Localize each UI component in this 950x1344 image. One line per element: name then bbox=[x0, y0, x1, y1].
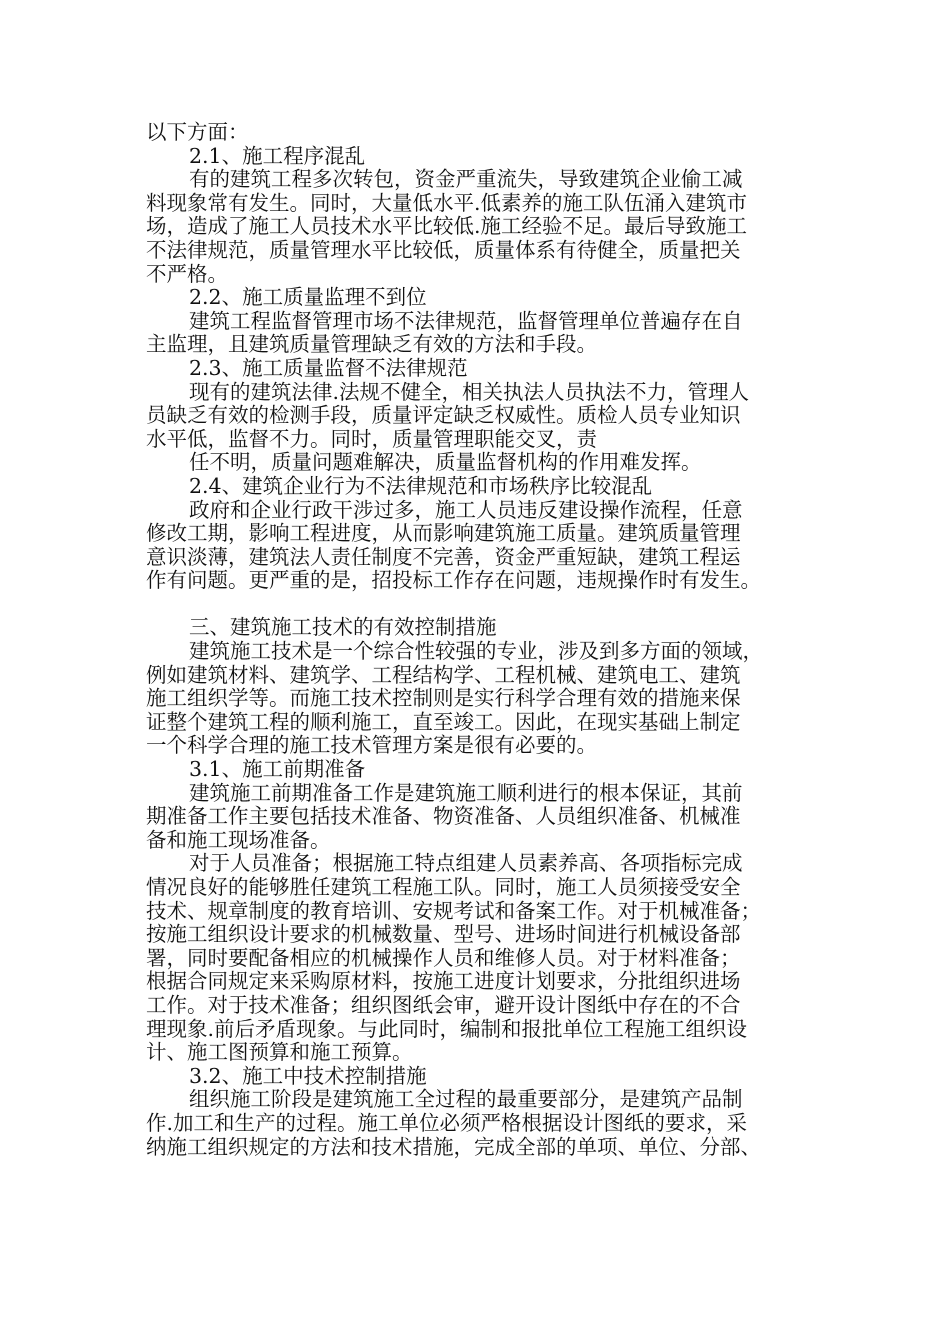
text-line: 纳施工组织规定的方法和技术措施，完成全部的单项、单位、分部、 bbox=[146, 1134, 761, 1159]
text-line: 署，同时要配备相应的机械操作人员和维修人员。对于材料准备； bbox=[146, 945, 741, 970]
blank-line bbox=[146, 593, 806, 617]
text-line: 计、施工图预算和施工预算。 bbox=[146, 1040, 413, 1065]
text-line: 建筑施工技术是一个综合性较强的专业，涉及到多方面的领域， bbox=[189, 639, 763, 664]
text-line: 建筑施工前期准备工作是建筑施工顺利进行的根本保证，其前 bbox=[189, 780, 743, 805]
text-line: 不法律规范，质量管理水平比较低，质量体系有待健全，质量把关 bbox=[146, 237, 741, 262]
text-line: 3.2、施工中技术控制措施 bbox=[189, 1063, 427, 1088]
text-line: 水平低，监督不力。同时，质量管理职能交叉，责 bbox=[146, 426, 597, 451]
text-line: 按施工组织设计要求的机械数量、型号、进场时间进行机械设备部 bbox=[146, 922, 741, 947]
text-line: 技术、规章制度的教育培训、安规考试和备案工作。对于机械准备； bbox=[146, 898, 761, 923]
text-line: 2.3、施工质量监督不法律规范 bbox=[189, 355, 468, 380]
text-line: 以下方面： bbox=[146, 120, 249, 144]
text-line: 对于人员准备；根据施工特点组建人员素养高、各项指标完成 bbox=[189, 851, 743, 876]
text-line: 政府和企业行政干涉过多，施工人员违反建设操作流程，任意 bbox=[189, 497, 743, 522]
text-line: 现有的建筑法律.法规不健全，相关执法人员执法不力，管理人 bbox=[189, 379, 750, 404]
text-line: 任不明，质量问题难解决，质量监督机构的作用难发挥。 bbox=[189, 450, 702, 475]
text-line: 2.2、施工质量监理不到位 bbox=[189, 285, 427, 310]
text-line: 场，造成了施工人员技术水平比较低.施工经验不足。最后导致施工 bbox=[146, 214, 748, 239]
text-line: 期准备工作主要包括技术准备、物资准备、人员组织准备、机械准 bbox=[146, 804, 741, 829]
text-line: 料现象常有发生。同时，大量低水平.低素养的施工队伍涌入建筑市 bbox=[146, 190, 748, 215]
text-line: 施工组织学等。而施工技术控制则是实行科学合理有效的措施来保 bbox=[146, 686, 741, 711]
text-line: 修改工期，影响工程进度，从而影响建筑施工质量。建筑质量管理 bbox=[146, 521, 741, 546]
text-line: 2.1、施工程序混乱 bbox=[189, 143, 366, 168]
text-line: 作有问题。更严重的是，招投标工作存在问题，违规操作时有发生。 bbox=[146, 568, 761, 593]
text-line: 证整个建筑工程的顺利施工，直至竣工。因此，在现实基础上制定 bbox=[146, 709, 741, 734]
text-line: 不严格。 bbox=[146, 261, 228, 286]
text-line: 有的建筑工程多次转包，资金严重流失，导致建筑企业偷工减 bbox=[189, 167, 743, 192]
text-line: 例如建筑材料、建筑学、工程结构学、工程机械、建筑电工、建筑 bbox=[146, 662, 741, 687]
text-line: 组织施工阶段是建筑施工全过程的最重要部分，是建筑产品制 bbox=[189, 1087, 743, 1112]
text-line: 三、建筑施工技术的有效控制措施 bbox=[189, 615, 497, 640]
text-line: 建筑工程监督管理市场不法律规范，监督管理单位普遍存在自 bbox=[189, 308, 743, 333]
text-line: 理现象.前后矛盾现象。与此同时，编制和报批单位工程施工组织设 bbox=[146, 1016, 748, 1041]
text-line: 2.4、建筑企业行为不法律规范和市场秩序比较混乱 bbox=[189, 473, 653, 498]
text-line: 员缺乏有效的检测手段，质量评定缺乏权威性。质检人员专业知识 bbox=[146, 403, 741, 428]
text-line: 作.加工和生产的过程。施工单位必须严格根据设计图纸的要求，采 bbox=[146, 1110, 748, 1135]
text-line: 主监理，且建筑质量管理缺乏有效的方法和手段。 bbox=[146, 332, 597, 357]
text-line: 一个科学合理的施工技术管理方案是很有必要的。 bbox=[146, 733, 597, 758]
text-line: 工作。对于技术准备；组织图纸会审，避开设计图纸中存在的不合 bbox=[146, 992, 741, 1017]
text-line: 意识淡薄，建筑法人责任制度不完善，资金严重短缺，建筑工程运 bbox=[146, 544, 741, 569]
text-line: 根据合同规定来采购原材料，按施工进度计划要求，分批组织进场 bbox=[146, 969, 741, 994]
text-line: 3.1、施工前期准备 bbox=[189, 757, 366, 782]
text-line: 备和施工现场准备。 bbox=[146, 827, 331, 852]
text-line: 情况良好的能够胜任建筑工程施工队。同时，施工人员须接受安全 bbox=[146, 875, 741, 899]
document-page bbox=[146, 121, 806, 1159]
